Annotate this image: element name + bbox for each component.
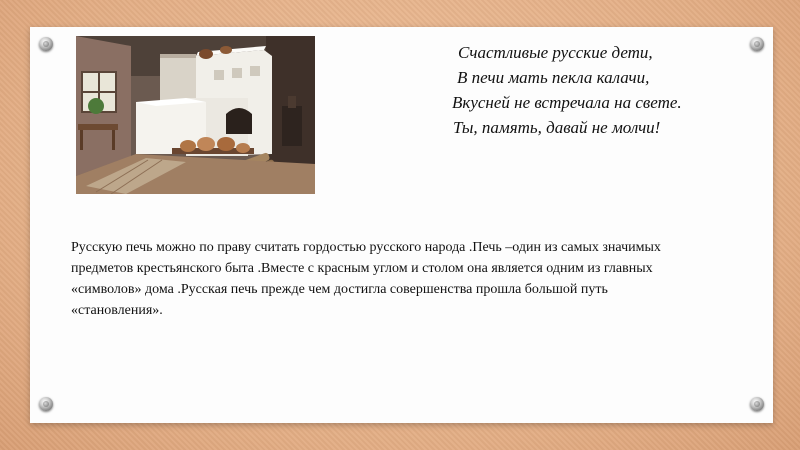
poem-line: Ты, память, давай не молчи!	[453, 118, 661, 137]
paragraph-line: «становления».	[71, 303, 163, 318]
description-paragraph	[71, 237, 731, 321]
pushpin-icon	[39, 37, 53, 51]
poem-line: Счастливые русские дети,	[458, 43, 653, 62]
paragraph-line: предметов крестьянского быта .Вместе с красным углом и столом она является одним из главных	[71, 261, 653, 276]
paragraph-line: Русскую печь можно по праву считать гордостью русского народа .Печь –один из самых значимых	[71, 240, 661, 255]
poem	[440, 40, 760, 140]
poem-line: В печи мать пекла калачи,	[457, 68, 650, 87]
slide-card	[30, 27, 773, 423]
pushpin-icon	[39, 397, 53, 411]
poem-line: Вкусней не встречала на свете.	[452, 93, 682, 112]
russian-stove-photo	[76, 36, 315, 194]
pushpin-icon	[750, 397, 764, 411]
paragraph-line: «символов» дома .Русская печь прежде чем достигла совершенства прошла большой путь	[71, 282, 608, 297]
